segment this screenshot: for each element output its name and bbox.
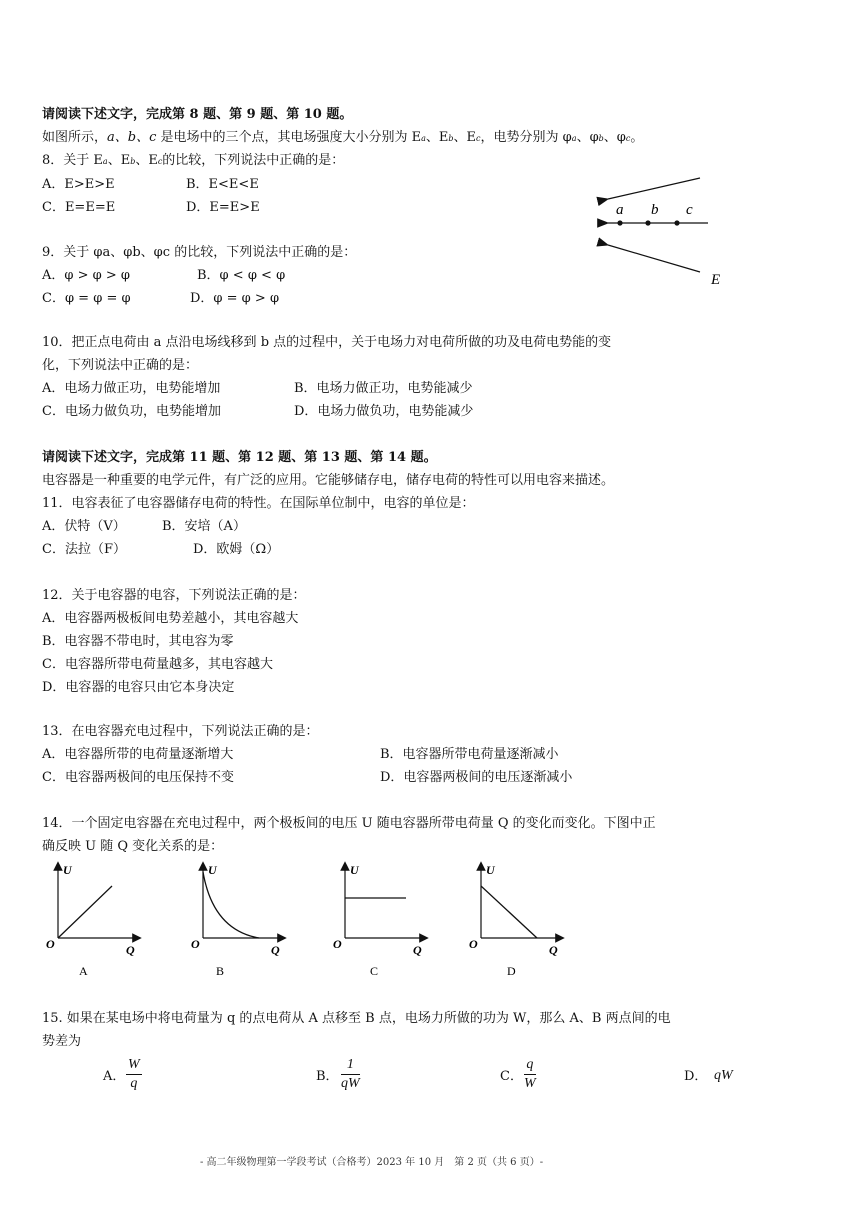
- q8-stem: 8．关于 Ea、Eb、Ec的比较，下列说法中正确的是：: [42, 153, 345, 168]
- q12-stem: 12．关于电容器的电容，下列说法正确的是：: [42, 588, 306, 603]
- graph-d-curve: [481, 886, 537, 938]
- graph-a-u-label: U: [63, 863, 72, 877]
- q8-option-b[interactable]: B．E<E<E: [186, 177, 259, 192]
- q10-option-c[interactable]: C．电场力做负功，电势能增加: [42, 404, 221, 419]
- graph-d-q-label: Q: [549, 943, 558, 957]
- q9-option-d[interactable]: D．φ = φ > φ: [190, 291, 280, 306]
- graph-a-origin: O: [46, 937, 55, 951]
- graph-b-origin: O: [191, 937, 200, 951]
- q13-option-d[interactable]: D．电容器两极间的电压逐渐减小: [380, 770, 573, 785]
- q10-option-d[interactable]: D．电场力做负功，电势能减少: [294, 404, 474, 419]
- graph-c-q-label: Q: [413, 943, 422, 957]
- graph-b-label: B: [216, 964, 225, 978]
- q8-option-a[interactable]: A．E>E>E: [42, 177, 115, 192]
- q9-option-a[interactable]: A．φ > φ > φ: [42, 268, 131, 283]
- point-b: [645, 220, 650, 225]
- graph-c-origin: O: [333, 937, 342, 951]
- graph-b-q-label: Q: [271, 943, 280, 957]
- graph-b-curve: [203, 872, 259, 938]
- graph-a-q-label: Q: [126, 943, 135, 957]
- electric-field-figure: [600, 178, 740, 288]
- q15-option-c-letter[interactable]: C．: [500, 1069, 523, 1084]
- q13-option-c[interactable]: C．电容器两极间的电压保持不变: [42, 770, 234, 785]
- q13-option-b[interactable]: B．电容器所带电荷量逐渐减小: [380, 747, 559, 762]
- q10-stem-line1: 10．把正点电荷由 a 点沿电场线移到 b 点的过程中，关于电场力对电荷所做的功及电荷电势能的变: [42, 335, 612, 350]
- q15-option-a-letter[interactable]: A．: [103, 1069, 126, 1084]
- graph-a-label: A: [79, 964, 88, 978]
- graph-b[interactable]: [187, 858, 297, 978]
- q15-stem-line2: 势差为: [42, 1034, 82, 1049]
- q11-option-a[interactable]: A．伏特（V）: [42, 519, 126, 534]
- q11-option-c[interactable]: C．法拉（F）: [42, 542, 126, 557]
- label-b: b: [651, 202, 659, 218]
- label-c: c: [686, 202, 693, 218]
- page-footer: - 高二年级物理第一学段考试（合格考）2023 年 10 月 第 2 页（共 6 页）-: [200, 1157, 544, 1168]
- q12-option-d[interactable]: D．电容器的电容只由它本身决定: [42, 680, 235, 695]
- graph-c-u-label: U: [350, 863, 359, 877]
- q15-option-d-expr[interactable]: qW: [714, 1068, 733, 1083]
- graph-d-label: D: [507, 964, 516, 978]
- section-heading-11-14: 请阅读下述文字，完成第 11 题、第 12 题、第 13 题、第 14 题。: [42, 450, 437, 465]
- q9-stem: 9．关于 φa、φb、φc 的比较，下列说法中正确的是：: [42, 245, 357, 260]
- label-a: a: [616, 202, 624, 218]
- graph-c-label: C: [370, 964, 379, 978]
- point-c: [674, 220, 679, 225]
- graph-c[interactable]: [329, 858, 439, 978]
- graph-d-u-label: U: [486, 863, 495, 877]
- graph-a-curve: [58, 886, 112, 938]
- section-intro-11-14: 电容器是一种重要的电学元件，有广泛的应用。它能够储存电，储存电荷的特性可以用电容来描述。: [42, 473, 615, 488]
- q12-option-c[interactable]: C．电容器所带电荷量越多，其电容越大: [42, 657, 273, 672]
- q8-option-c[interactable]: C．E=E=E: [42, 200, 116, 215]
- q11-option-b[interactable]: B．安培（A）: [162, 519, 246, 534]
- q12-option-b[interactable]: B．电容器不带电时，其电容为零: [42, 634, 234, 649]
- q15-option-b-fraction[interactable]: $\frac{1}{qW}$: [341, 1057, 360, 1091]
- graph-d-origin: O: [469, 937, 478, 951]
- field-line-bottom: [608, 245, 700, 272]
- q15-option-d-letter[interactable]: D．: [684, 1069, 708, 1084]
- q14-stem-line2: 确反映 U 随 Q 变化关系的是：: [42, 839, 224, 854]
- graph-d[interactable]: [465, 858, 575, 978]
- q9-option-c[interactable]: C．φ = φ = φ: [42, 291, 131, 306]
- q10-option-b[interactable]: B．电场力做正功，电势能减少: [294, 381, 473, 396]
- q11-option-d[interactable]: D．欧姆（Ω）: [193, 542, 280, 557]
- q9-option-b[interactable]: B．φ < φ < φ: [197, 268, 286, 283]
- q10-stem-line2: 化，下列说法中正确的是：: [42, 358, 199, 373]
- q13-stem: 13．在电容器充电过程中，下列说法正确的是：: [42, 724, 319, 739]
- q12-option-a[interactable]: A．电容器两极板间电势差越小，其电容越大: [42, 611, 299, 626]
- q10-option-a[interactable]: A．电场力做正功，电势能增加: [42, 381, 221, 396]
- q14-stem-line1: 14．一个固定电容器在充电过程中，两个极板间的电压 U 随电容器所带电荷量 Q 的变化而变化。下图中正: [42, 816, 656, 831]
- q11-stem: 11．电容表征了电容器储存电荷的特性。在国际单位制中，电容的单位是：: [42, 496, 475, 511]
- point-a: [617, 220, 622, 225]
- q13-option-a[interactable]: A．电容器所带的电荷量逐渐增大: [42, 747, 234, 762]
- q15-option-b-letter[interactable]: B．: [316, 1069, 339, 1084]
- q15-option-a-fraction[interactable]: $\frac{W}{q}$: [128, 1057, 140, 1091]
- q15-stem-line1: 15. 如果在某电场中将电荷量为 q 的点电荷从 A 点移至 B 点，电场力所做的功为 W，那么 A、B 两点间的电: [42, 1011, 671, 1026]
- graph-b-u-label: U: [208, 863, 217, 877]
- section-heading-8-10: 请阅读下述文字，完成第 8 题、第 9 题、第 10 题。: [42, 107, 353, 122]
- field-line-top: [608, 178, 700, 199]
- q8-option-d[interactable]: D．E=E>E: [186, 200, 260, 215]
- q15-option-c-fraction[interactable]: $\frac{q}{W}$: [524, 1057, 536, 1091]
- label-E: E: [711, 272, 721, 288]
- graph-a[interactable]: [42, 858, 152, 978]
- section-intro-8-10: 如图所示，a、b、c 是电场中的三个点，其电场强度大小分别为 Ea、Eb、Ec，电势分别为 φa、φb、φc。: [42, 130, 644, 145]
